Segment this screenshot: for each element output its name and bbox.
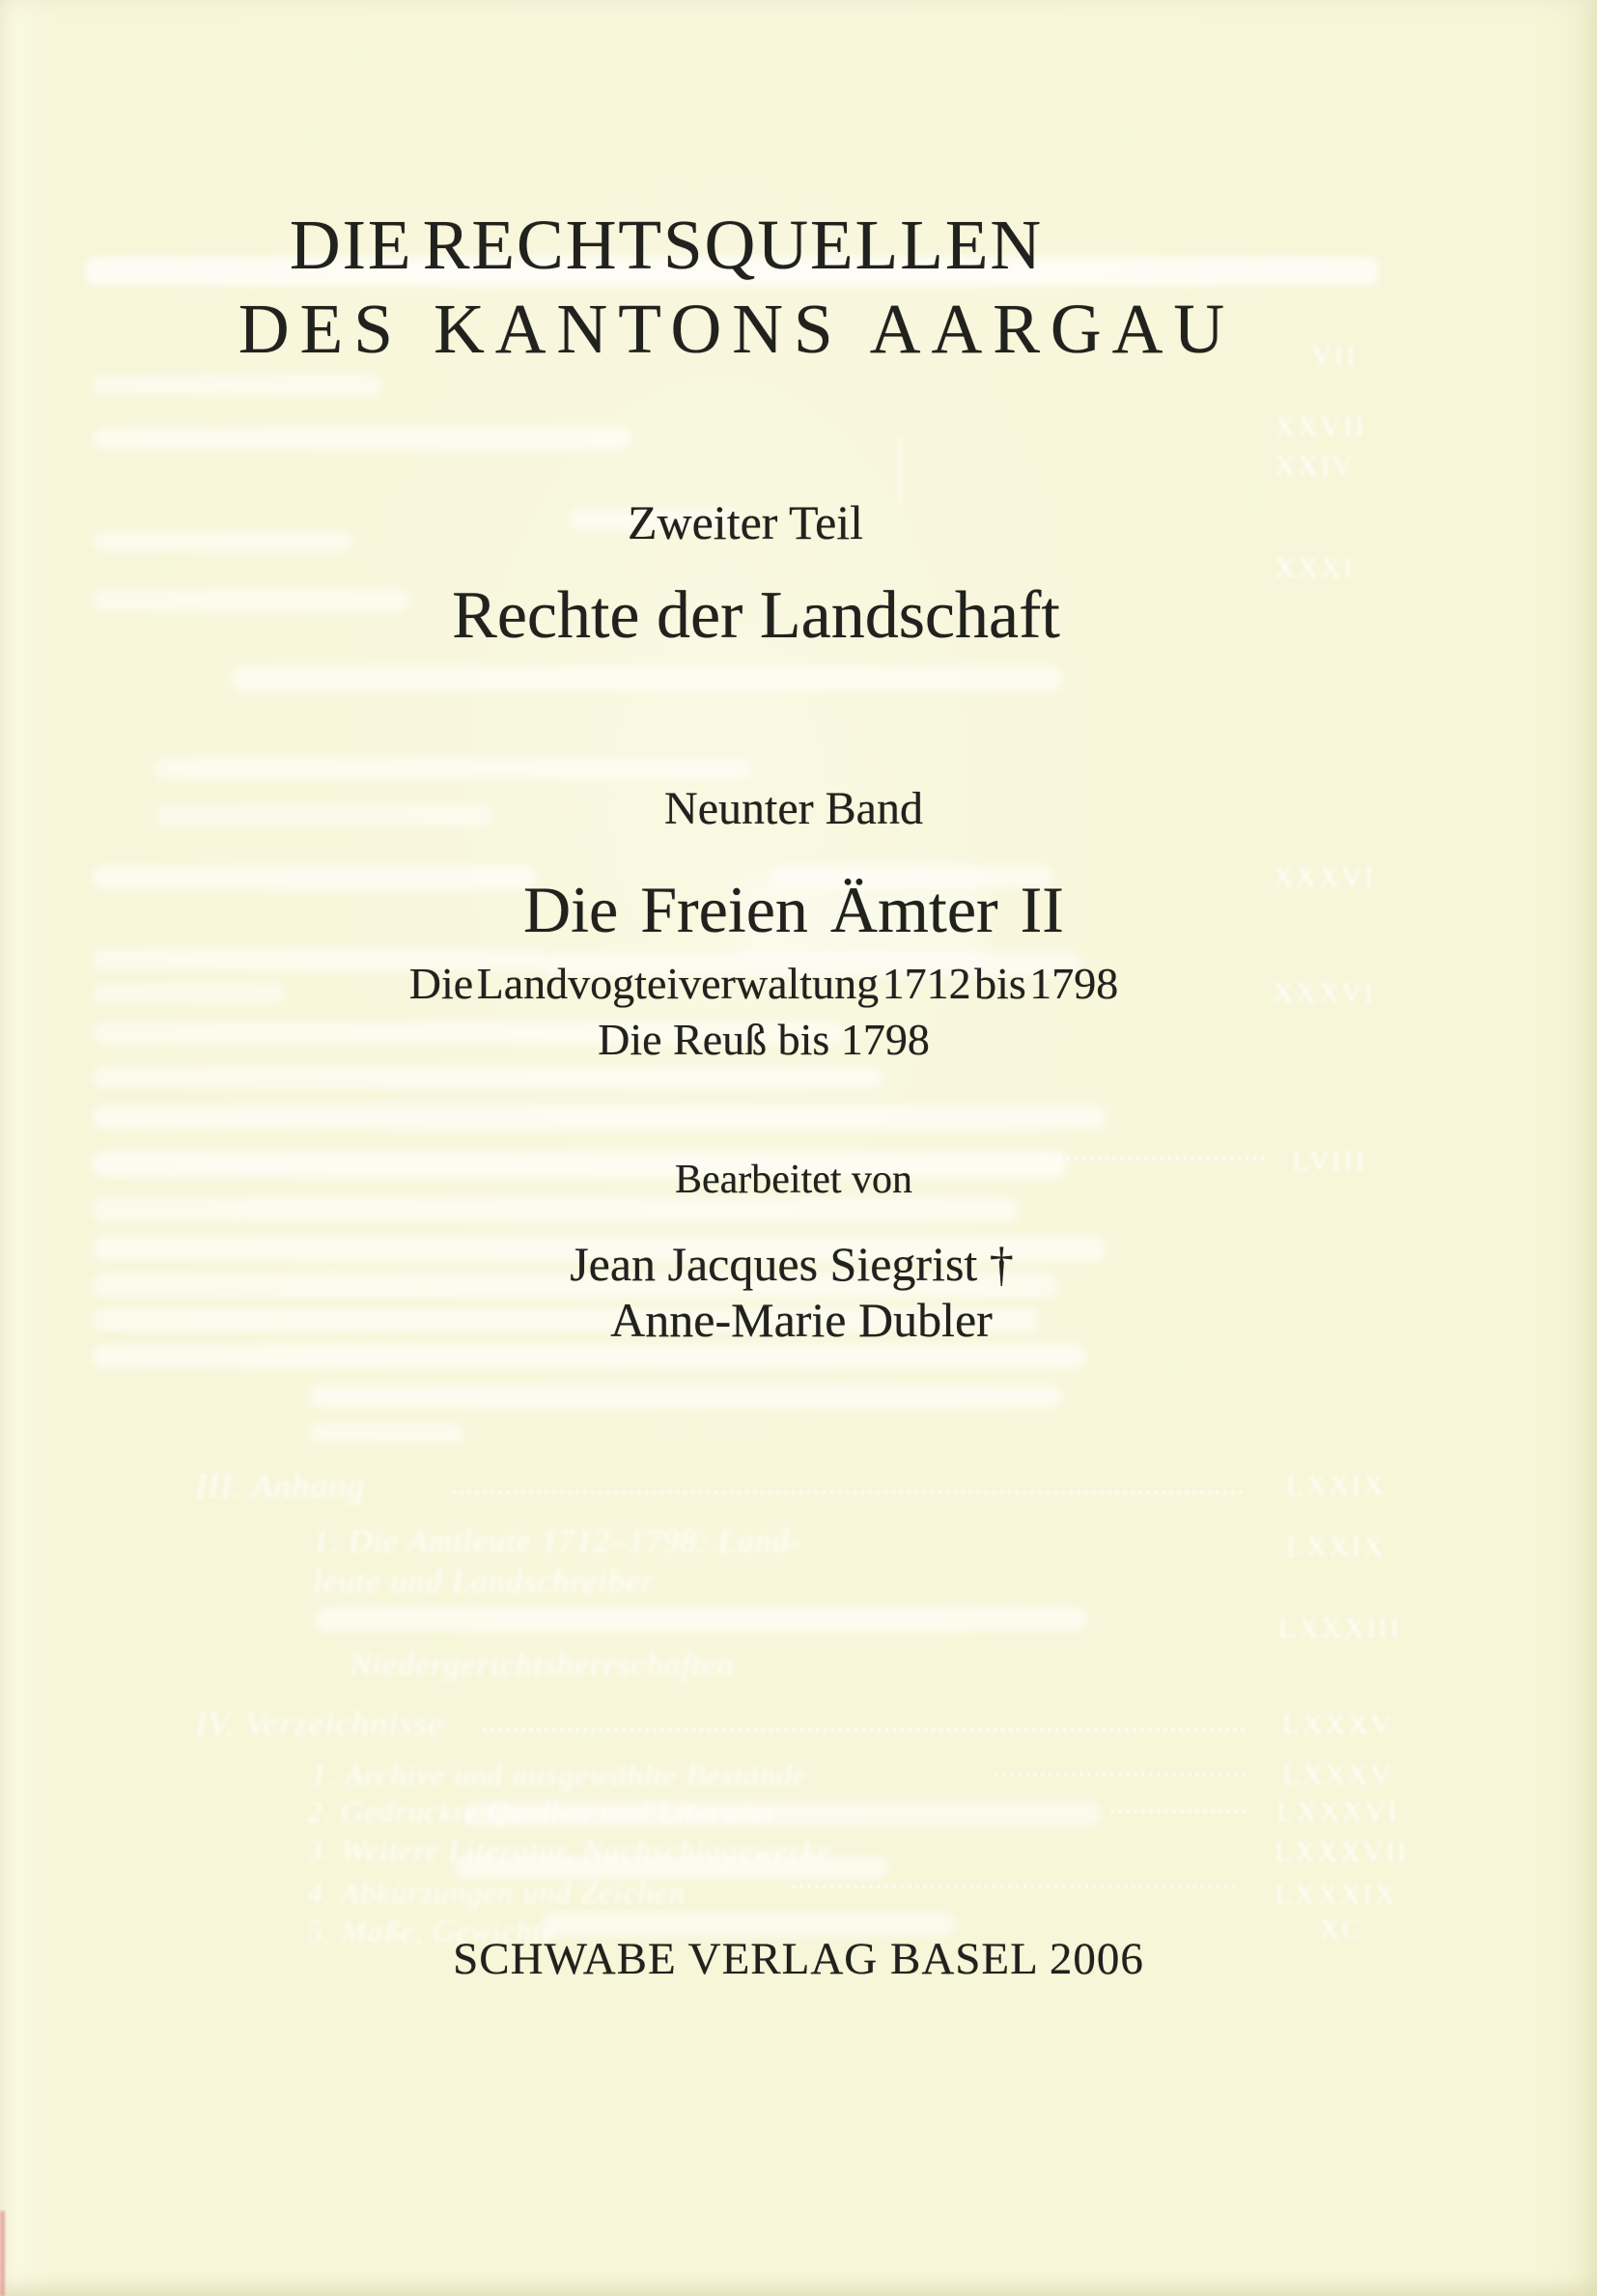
ghost-smudge — [92, 427, 632, 450]
book-title-line1: DIE RECHTSQUELLEN — [289, 206, 1044, 284]
book-title-line2: DES KANTONS AARGAU — [238, 290, 1236, 368]
editor-name-2: Anne-Marie Dubler — [610, 1293, 993, 1347]
editors-label: Bearbeitet von — [674, 1158, 913, 1202]
ghost-roman-numeral: LXXXVI — [1276, 1796, 1399, 1828]
ghost-toc-fragment: 4. Abkürzungen und Zeichen — [307, 1875, 686, 1910]
ghost-smudge — [92, 375, 381, 396]
ghost-roman-numeral: XXXVI — [1273, 861, 1376, 893]
ghost-roman-numeral: LXXXVII — [1275, 1836, 1409, 1868]
ghost-roman-numeral: LVIII — [1292, 1145, 1367, 1177]
volume-subtitle-line1: Die Landvogteiverwaltung 1712 bis 1798 — [408, 959, 1119, 1008]
ghost-smudge — [309, 1423, 463, 1442]
ghost-roman-numeral: XXVII — [1275, 411, 1366, 443]
ghost-toc-fragment: 3. Weitere Literatur, Nachschlagewerke — [307, 1833, 832, 1867]
volume-subtitle-line2: Die Reuß bis 1798 — [598, 1015, 930, 1064]
ghost-roman-numeral: LXXIX — [1286, 1470, 1387, 1501]
ghost-roman-numeral: XXXI — [1275, 552, 1355, 584]
ghost-dotted-leader — [995, 1773, 1246, 1777]
ghost-dotted-leader — [1110, 1809, 1246, 1813]
ghost-roman-numeral: LXXXIX — [1275, 1879, 1397, 1911]
part-label: Zweiter Teil — [627, 495, 864, 549]
ghost-dotted-leader — [792, 1885, 1236, 1889]
ghost-dotted-leader — [452, 1491, 1244, 1495]
ghost-toc-fragment: III. Anhang — [195, 1467, 366, 1505]
ghost-roman-numeral: LXXIX — [1286, 1531, 1387, 1563]
ghost-toc-fragment: 1. Archive und ausgewählte Bestände — [311, 1757, 808, 1792]
ghost-roman-numeral: VII — [1311, 340, 1358, 372]
ghost-toc-fragment: IV. Verzeichnisse — [195, 1704, 445, 1743]
ghost-smudge — [315, 1607, 1087, 1632]
ghost-roman-numeral: XXXVI — [1273, 977, 1376, 1009]
ghost-roman-numeral: LXXXV — [1282, 1759, 1393, 1791]
ghost-toc-fragment: Niedergerichtsherrschaften — [350, 1647, 735, 1683]
ghost-toc-fragment: 2. Gedruckte Quellen und Literatur — [307, 1794, 779, 1829]
ghost-smudge — [309, 1385, 1062, 1408]
ghost-toc-fragment: 1. Die Amtleute 1712–1798: Land- — [313, 1524, 802, 1559]
ghost-toc-fragment: 5. Maße, Gewichte — [307, 1914, 557, 1948]
ghost-toc-fragment: leute und Landschreiber — [313, 1564, 656, 1600]
ghost-smudge — [232, 666, 1062, 691]
volume-label: Neunter Band — [664, 783, 923, 834]
ghost-smudge — [154, 757, 753, 780]
ghost-dotted-leader — [483, 1728, 1246, 1732]
ghost-roman-numeral: XC — [1319, 1914, 1363, 1946]
ghost-smudge — [92, 1066, 883, 1089]
scan-edge-red-mark — [0, 2211, 5, 2296]
ghost-roman-numeral: XXIV — [1275, 450, 1355, 482]
ghost-roman-numeral: LXXXIII — [1278, 1612, 1402, 1644]
editor-name-1: Jean Jacques Siegrist † — [570, 1237, 1014, 1291]
imprint-line: SCHWABE VERLAG BASEL 2006 — [453, 1934, 1144, 1984]
ghost-smudge — [92, 1105, 1106, 1130]
part-title: Rechte der Landschaft — [452, 578, 1060, 653]
ghost-roman-numeral: LXXXV — [1282, 1709, 1393, 1741]
volume-title: Die Freien Ämter II — [523, 873, 1064, 946]
